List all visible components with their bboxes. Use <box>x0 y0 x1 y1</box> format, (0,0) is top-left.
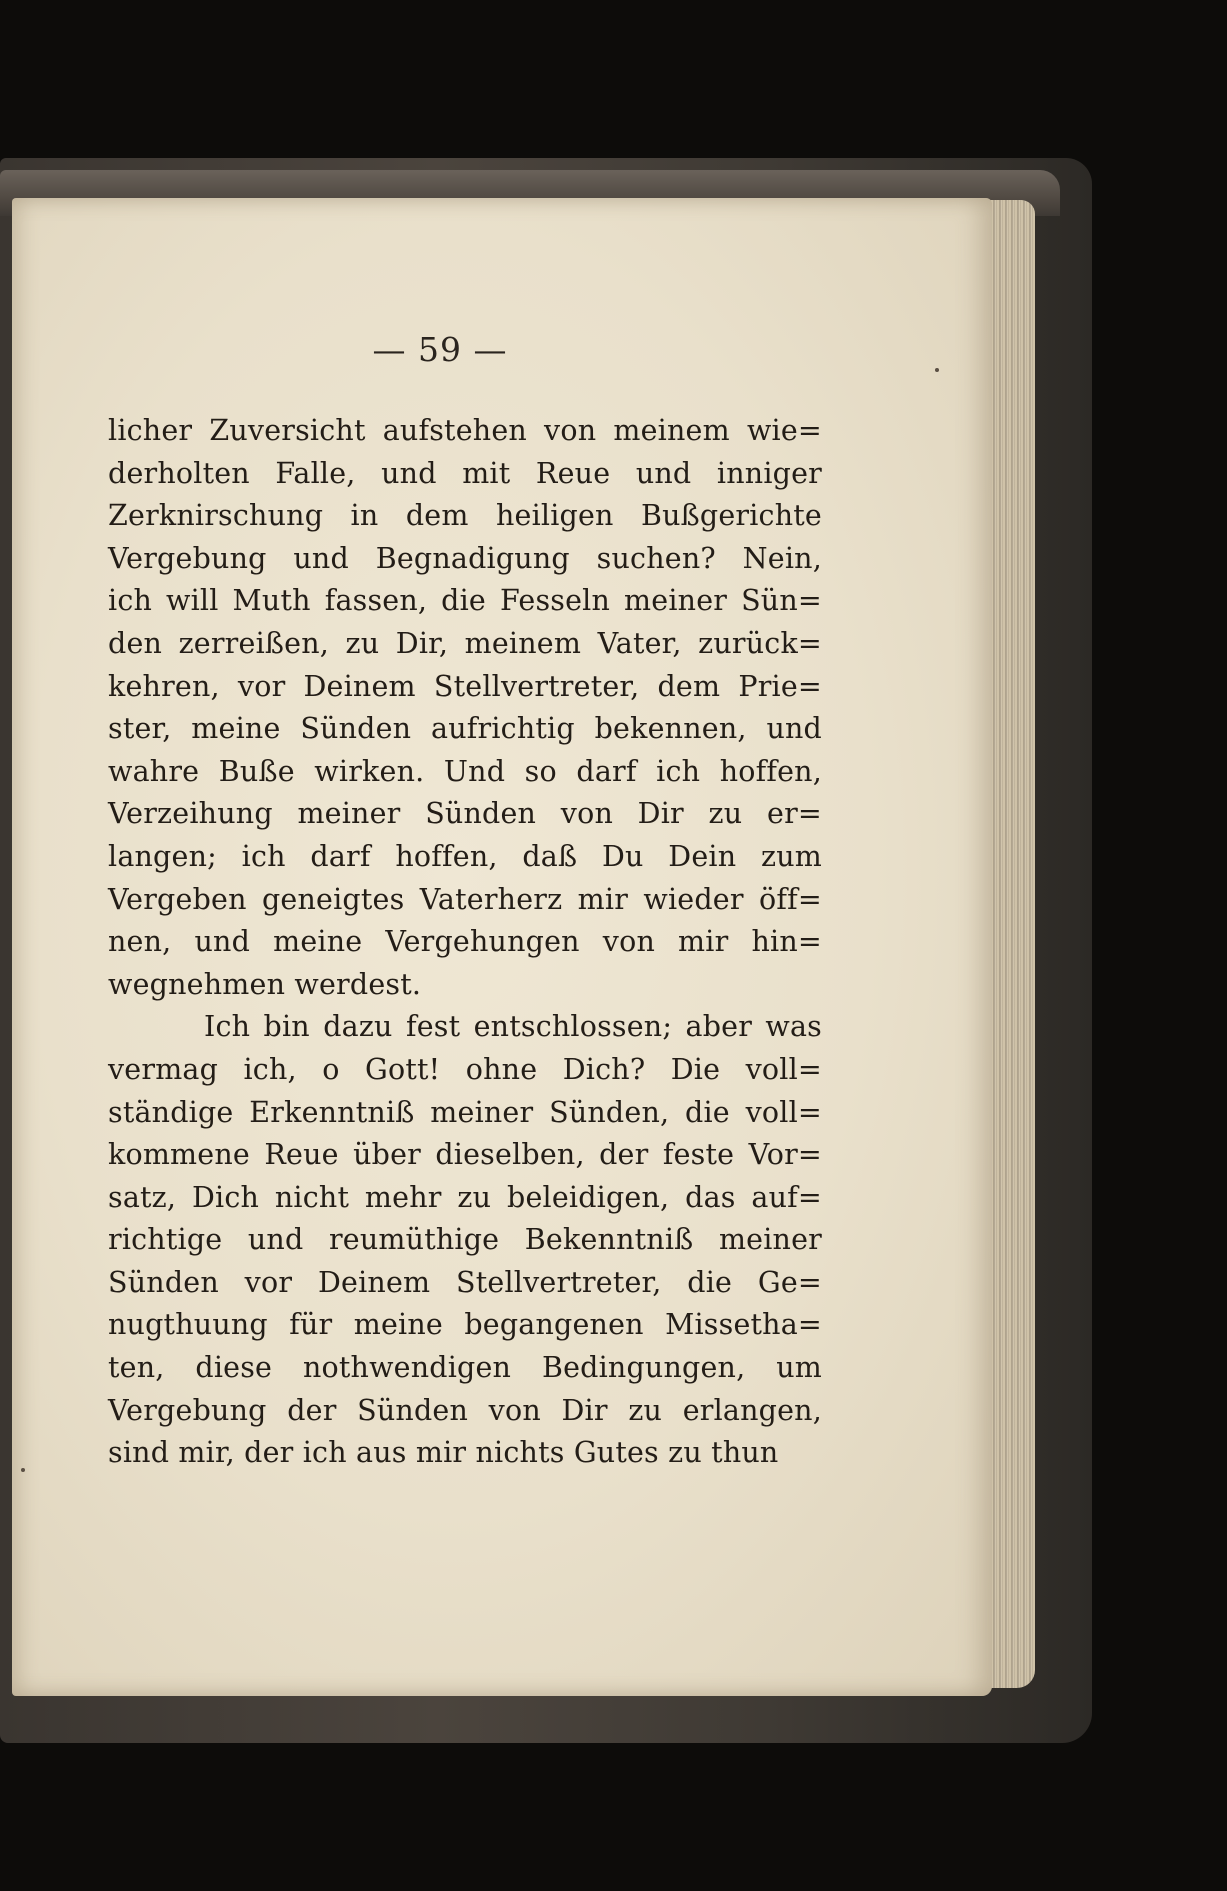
text-line: richtige und reumüthige Bekenntniß meiner <box>108 1223 822 1257</box>
page-number: — 59 — <box>372 330 508 369</box>
text-line: vermag ich, o Gott! ohne Dich? Die voll= <box>108 1052 822 1086</box>
text-line: satz, Dich nicht mehr zu beleidigen, das auf= <box>108 1180 822 1214</box>
text-line: ster, meine Sünden aufrichtig bekennen, und <box>108 712 822 746</box>
text-line: ich will Muth fassen, die Fesseln meiner Sün= <box>108 584 822 618</box>
text-line: Zerknirschung in dem heiligen Bußgerichte <box>108 499 822 533</box>
page-text <box>108 410 822 1475</box>
text-line: licher Zuversicht aufstehen von meinem wie= <box>108 414 822 447</box>
text-line: Vergebung und Begnadigung suchen? Nein, <box>108 541 822 575</box>
text-line-paragraph-start: Ich bin dazu fest entschlossen; aber was <box>204 1010 822 1044</box>
text-line: kommene Reue über dieselben, der feste Vor= <box>108 1138 822 1172</box>
paper-speck <box>21 1468 25 1472</box>
text-line: Verzeihung meiner Sünden von Dir zu er= <box>108 797 822 831</box>
page-edges <box>985 200 1035 1688</box>
text-line: nugthuung für meine begangenen Missetha= <box>108 1308 822 1342</box>
text-line: den zerreißen, zu Dir, meinem Vater, zurück= <box>108 626 822 660</box>
text-line: Vergeben geneigtes Vaterherz mir wieder öff= <box>108 882 822 916</box>
text-line: Sünden vor Deinem Stellvertreter, die Ge= <box>108 1265 822 1299</box>
text-line: wahre Buße wirken. Und so darf ich hoffen, <box>108 754 822 788</box>
text-line: langen; ich darf hoffen, daß Du Dein zum <box>108 839 822 873</box>
text-line: ständige Erkenntniß meiner Sünden, die voll= <box>108 1095 822 1129</box>
text-line: nen, und meine Vergehungen von mir hin= <box>108 925 822 959</box>
text-line: derholten Falle, und mit Reue und inniger <box>108 456 822 490</box>
text-line: wegnehmen werdest. <box>108 967 422 1001</box>
paper-speck <box>935 368 939 372</box>
text-line: sind mir, der ich aus mir nichts Gutes zu thun <box>108 1436 779 1470</box>
text-line: Vergebung der Sünden von Dir zu erlangen, <box>108 1393 822 1427</box>
text-line: ten, diese nothwendigen Bedingungen, um <box>108 1351 822 1385</box>
text-line: kehren, vor Deinem Stellvertreter, dem Prie= <box>108 669 822 703</box>
